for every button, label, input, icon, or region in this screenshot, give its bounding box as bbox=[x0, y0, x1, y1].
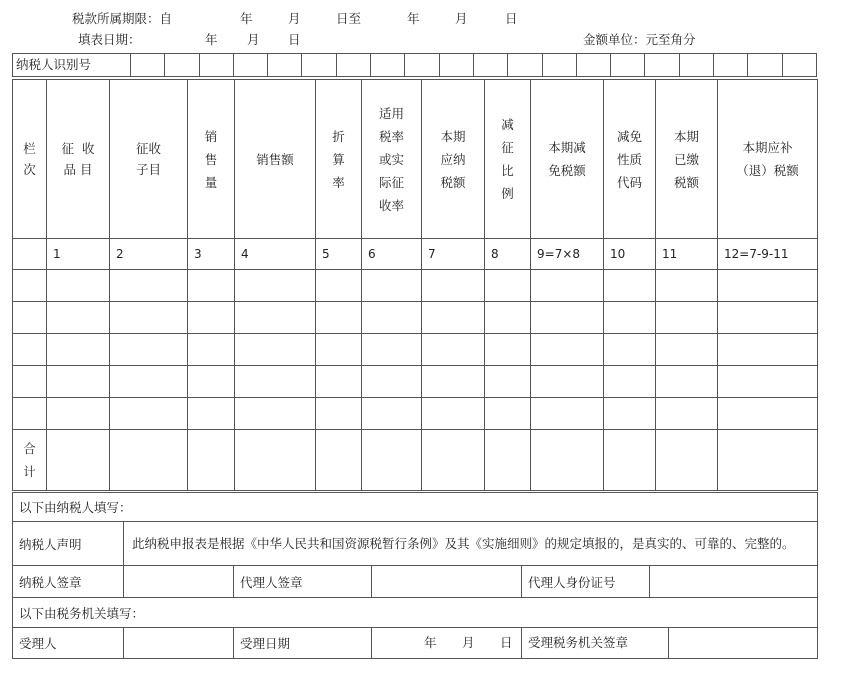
col-num: 8 bbox=[485, 239, 531, 270]
col-header-item: 征 收 品 目 bbox=[47, 80, 110, 239]
col-header-reduction-ratio: 减 征 比 例 bbox=[485, 80, 531, 239]
fill-date-label: 填表日期： bbox=[78, 32, 141, 47]
table-row[interactable] bbox=[13, 334, 818, 366]
header-row bbox=[13, 80, 818, 239]
id-digit-box[interactable] bbox=[267, 54, 301, 76]
declaration-text: 此纳税申报表是根据《中华人民共和国资源税暂行条例》及其《实施细则》的规定填报的，是真实的、可靠的、完整的。 bbox=[124, 522, 818, 566]
id-digit-box[interactable] bbox=[473, 54, 507, 76]
amount-unit: 金额单位：元至角分 bbox=[583, 32, 696, 47]
id-digit-box[interactable] bbox=[713, 54, 747, 76]
period-from-year: 年 bbox=[240, 11, 253, 26]
period-to-month: 月 bbox=[455, 11, 468, 26]
tax-table bbox=[12, 79, 818, 491]
col-num: 9=7×8 bbox=[531, 239, 604, 270]
id-digit-box[interactable] bbox=[370, 54, 404, 76]
period-to-year: 年 bbox=[407, 11, 420, 26]
total-label: 合 计 bbox=[13, 430, 47, 491]
table-row[interactable] bbox=[13, 398, 818, 430]
id-digit-box[interactable] bbox=[747, 54, 781, 76]
authority-seal-cell[interactable] bbox=[522, 628, 818, 659]
col-header-exemption-code: 减免 性质 代码 bbox=[604, 80, 656, 239]
id-digit-box[interactable] bbox=[644, 54, 678, 76]
tax-authority-section-heading: 以下由税务机关填写： bbox=[13, 598, 818, 628]
col-num: 6 bbox=[362, 239, 422, 270]
id-digit-box[interactable] bbox=[130, 54, 164, 76]
period-from-day: 日至 bbox=[336, 11, 362, 26]
col-num: 5 bbox=[316, 239, 362, 270]
fill-date-day: 日 bbox=[288, 32, 301, 47]
col-num: 4 bbox=[235, 239, 316, 270]
id-digit-box[interactable] bbox=[439, 54, 473, 76]
fill-date-year: 年 bbox=[205, 32, 218, 47]
taxpayer-id-label: 纳税人识别号 bbox=[16, 57, 92, 72]
agent-id-label: 代理人身份证号 bbox=[522, 566, 650, 598]
receiver-field[interactable] bbox=[124, 628, 234, 659]
declaration-label: 纳税人声明 bbox=[13, 522, 124, 566]
col-header-tax-paid: 本期 已缴 税额 bbox=[656, 80, 718, 239]
id-digit-box[interactable] bbox=[301, 54, 335, 76]
receive-date-day: 日 bbox=[500, 635, 513, 650]
id-digit-box[interactable] bbox=[679, 54, 713, 76]
id-digit-box[interactable] bbox=[164, 54, 198, 76]
receiver-label: 受理人 bbox=[13, 628, 124, 659]
authority-seal-label: 受理税务机关签章 bbox=[528, 635, 629, 650]
id-digit-box[interactable] bbox=[542, 54, 576, 76]
taxpayer-signature-label: 纳税人签章 bbox=[13, 566, 124, 598]
total-row[interactable] bbox=[13, 430, 818, 491]
column-number-row bbox=[13, 239, 818, 270]
period-from-month: 月 bbox=[288, 11, 301, 26]
col-header-tax-due: 本期应补 （退）税额 bbox=[718, 80, 818, 239]
col-header-subitem: 征收 子目 bbox=[110, 80, 188, 239]
col-num: 3 bbox=[188, 239, 235, 270]
agent-id-field[interactable] bbox=[650, 566, 818, 598]
id-digit-box[interactable] bbox=[199, 54, 233, 76]
col-num: 11 bbox=[656, 239, 718, 270]
col-num: 1 bbox=[47, 239, 110, 270]
col-header-tax-payable: 本期 应纳 税额 bbox=[422, 80, 485, 239]
seal-divider bbox=[668, 628, 669, 659]
col-num: 7 bbox=[422, 239, 485, 270]
id-digit-box[interactable] bbox=[782, 54, 816, 76]
col-num: 12=7-9-11 bbox=[718, 239, 818, 270]
taxpayer-id-row bbox=[12, 53, 817, 77]
taxpayer-signature-field[interactable] bbox=[124, 566, 234, 598]
taxpayer-section-heading: 以下由纳税人填写： bbox=[13, 493, 818, 522]
declaration-table bbox=[12, 492, 818, 659]
id-digit-box[interactable] bbox=[507, 54, 541, 76]
receive-date-label: 受理日期 bbox=[234, 628, 372, 659]
col-header-tax-reduction: 本期减 免税额 bbox=[531, 80, 604, 239]
period-label: 税款所属期限：自 bbox=[72, 11, 173, 26]
col-header-sales-amount: 销售额 bbox=[235, 80, 316, 239]
col-num: 10 bbox=[604, 239, 656, 270]
col-header-conversion-rate: 折 算 率 bbox=[316, 80, 362, 239]
receive-date-field[interactable] bbox=[372, 628, 522, 659]
period-to-day: 日 bbox=[505, 11, 518, 26]
col-num bbox=[13, 239, 47, 270]
table-row[interactable] bbox=[13, 366, 818, 398]
id-digit-box[interactable] bbox=[610, 54, 644, 76]
id-digit-box[interactable] bbox=[404, 54, 438, 76]
agent-signature-field[interactable] bbox=[372, 566, 522, 598]
receive-date-month: 月 bbox=[462, 635, 475, 650]
taxpayer-id-boxes[interactable] bbox=[130, 54, 816, 76]
agent-signature-label: 代理人签章 bbox=[234, 566, 372, 598]
col-header-sales-volume: 销 售 量 bbox=[188, 80, 235, 239]
col-header-tax-rate: 适用 税率 或实 际征 收率 bbox=[362, 80, 422, 239]
receive-date-year: 年 bbox=[424, 635, 437, 650]
fill-date-month: 月 bbox=[247, 32, 260, 47]
id-digit-box[interactable] bbox=[576, 54, 610, 76]
id-digit-box[interactable] bbox=[336, 54, 370, 76]
id-digit-box[interactable] bbox=[233, 54, 267, 76]
table-row[interactable] bbox=[13, 302, 818, 334]
table-row[interactable] bbox=[13, 270, 818, 302]
col-num: 2 bbox=[110, 239, 188, 270]
col-header-row-no: 栏 次 bbox=[13, 80, 47, 239]
